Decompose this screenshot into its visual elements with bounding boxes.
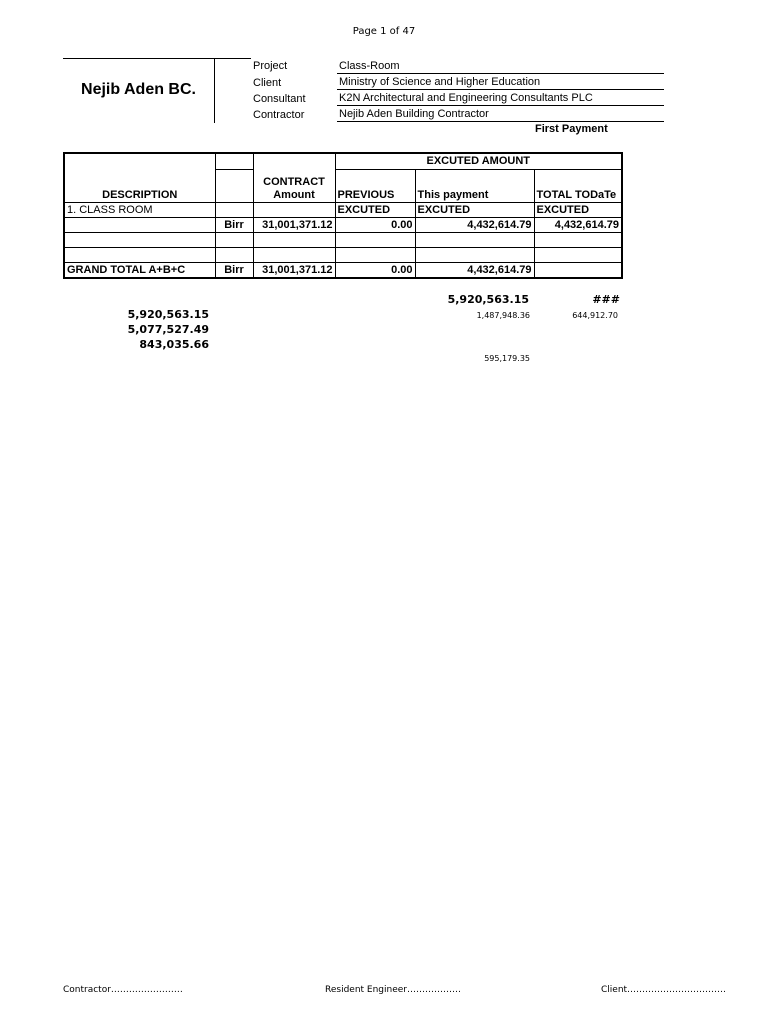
contract-header-line1: CONTRACT xyxy=(263,175,325,188)
section-unit xyxy=(215,202,253,217)
calc-value: 5,077,527.49 xyxy=(127,323,209,336)
empty-cell xyxy=(253,232,335,247)
section-title: 1. CLASS ROOM xyxy=(64,202,215,217)
engineer-signature-line: Resident Engineer……………… xyxy=(325,985,462,995)
header-blank-unit xyxy=(215,153,253,169)
previous-header: PREVIOUS xyxy=(335,169,415,202)
section-contract xyxy=(253,202,335,217)
header-blank-contract xyxy=(253,153,335,169)
total-todate-header: TOTAL TODaTe xyxy=(534,169,622,202)
empty-cell xyxy=(64,247,215,262)
calc-value: 1,487,948.36 xyxy=(476,311,530,320)
calc-overflow: ### xyxy=(592,293,620,306)
empty-cell xyxy=(335,247,415,262)
empty-cell xyxy=(415,232,534,247)
grand-total-currency: Birr xyxy=(215,262,253,278)
grand-total-label: GRAND TOTAL A+B+C xyxy=(64,262,215,278)
consultant-label: Consultant xyxy=(253,93,306,105)
calc-value: 843,035.66 xyxy=(139,338,209,351)
empty-cell xyxy=(215,247,253,262)
row-currency: Birr xyxy=(215,217,253,232)
empty-cell xyxy=(215,232,253,247)
consultant-value: K2N Architectural and Engineering Consultants PLC xyxy=(337,91,664,106)
description-header: DESCRIPTION xyxy=(64,169,215,202)
calc-value: 5,920,563.15 xyxy=(447,293,529,306)
company-name: Nejib Aden BC. xyxy=(81,81,196,98)
contractor-value: Nejib Aden Building Contractor xyxy=(337,107,664,122)
empty-cell xyxy=(335,232,415,247)
row-total: 4,432,614.79 xyxy=(534,217,622,232)
row-previous: 0.00 xyxy=(335,217,415,232)
this-payment-header: This payment xyxy=(415,169,534,202)
contract-header-line2: Amount xyxy=(273,188,315,201)
header-blank-desc xyxy=(64,153,215,169)
client-signature-line: Client…………………………… xyxy=(601,985,727,995)
calc-value: 5,920,563.15 xyxy=(127,308,209,321)
payment-title: First Payment xyxy=(535,123,608,135)
this-payment-excuted: EXCUTED xyxy=(415,202,534,217)
project-value: Class-Room xyxy=(337,59,664,74)
row-contract-amount: 31,001,371.12 xyxy=(253,217,335,232)
grand-total-contract: 31,001,371.12 xyxy=(253,262,335,278)
contract-amount-header xyxy=(253,169,335,202)
excuted-amount-header: EXCUTED AMOUNT xyxy=(335,153,622,169)
client-value: Ministry of Science and Higher Education xyxy=(337,75,664,90)
previous-excuted: EXCUTED xyxy=(335,202,415,217)
grand-total-previous: 0.00 xyxy=(335,262,415,278)
calc-value: 595,179.35 xyxy=(484,354,530,363)
payment-table xyxy=(63,152,623,279)
row-description xyxy=(64,217,215,232)
unit-header xyxy=(215,169,253,202)
project-label: Project xyxy=(253,60,288,72)
client-label: Client xyxy=(253,77,282,89)
grand-total-total xyxy=(534,262,622,278)
contractor-signature-line: Contractor…………………… xyxy=(63,985,183,995)
calc-value: 644,912.70 xyxy=(572,311,618,320)
empty-cell xyxy=(64,232,215,247)
header-divider xyxy=(214,58,215,123)
total-excuted: EXCUTED xyxy=(534,202,622,217)
grand-total-this-payment: 4,432,614.79 xyxy=(415,262,534,278)
empty-cell xyxy=(534,232,622,247)
empty-cell xyxy=(534,247,622,262)
page-indicator: Page 1 of 47 xyxy=(352,26,416,37)
header-top-rule xyxy=(63,58,251,59)
empty-cell xyxy=(253,247,335,262)
contractor-label: Contractor xyxy=(253,109,305,121)
empty-cell xyxy=(415,247,534,262)
row-this-payment: 4,432,614.79 xyxy=(415,217,534,232)
